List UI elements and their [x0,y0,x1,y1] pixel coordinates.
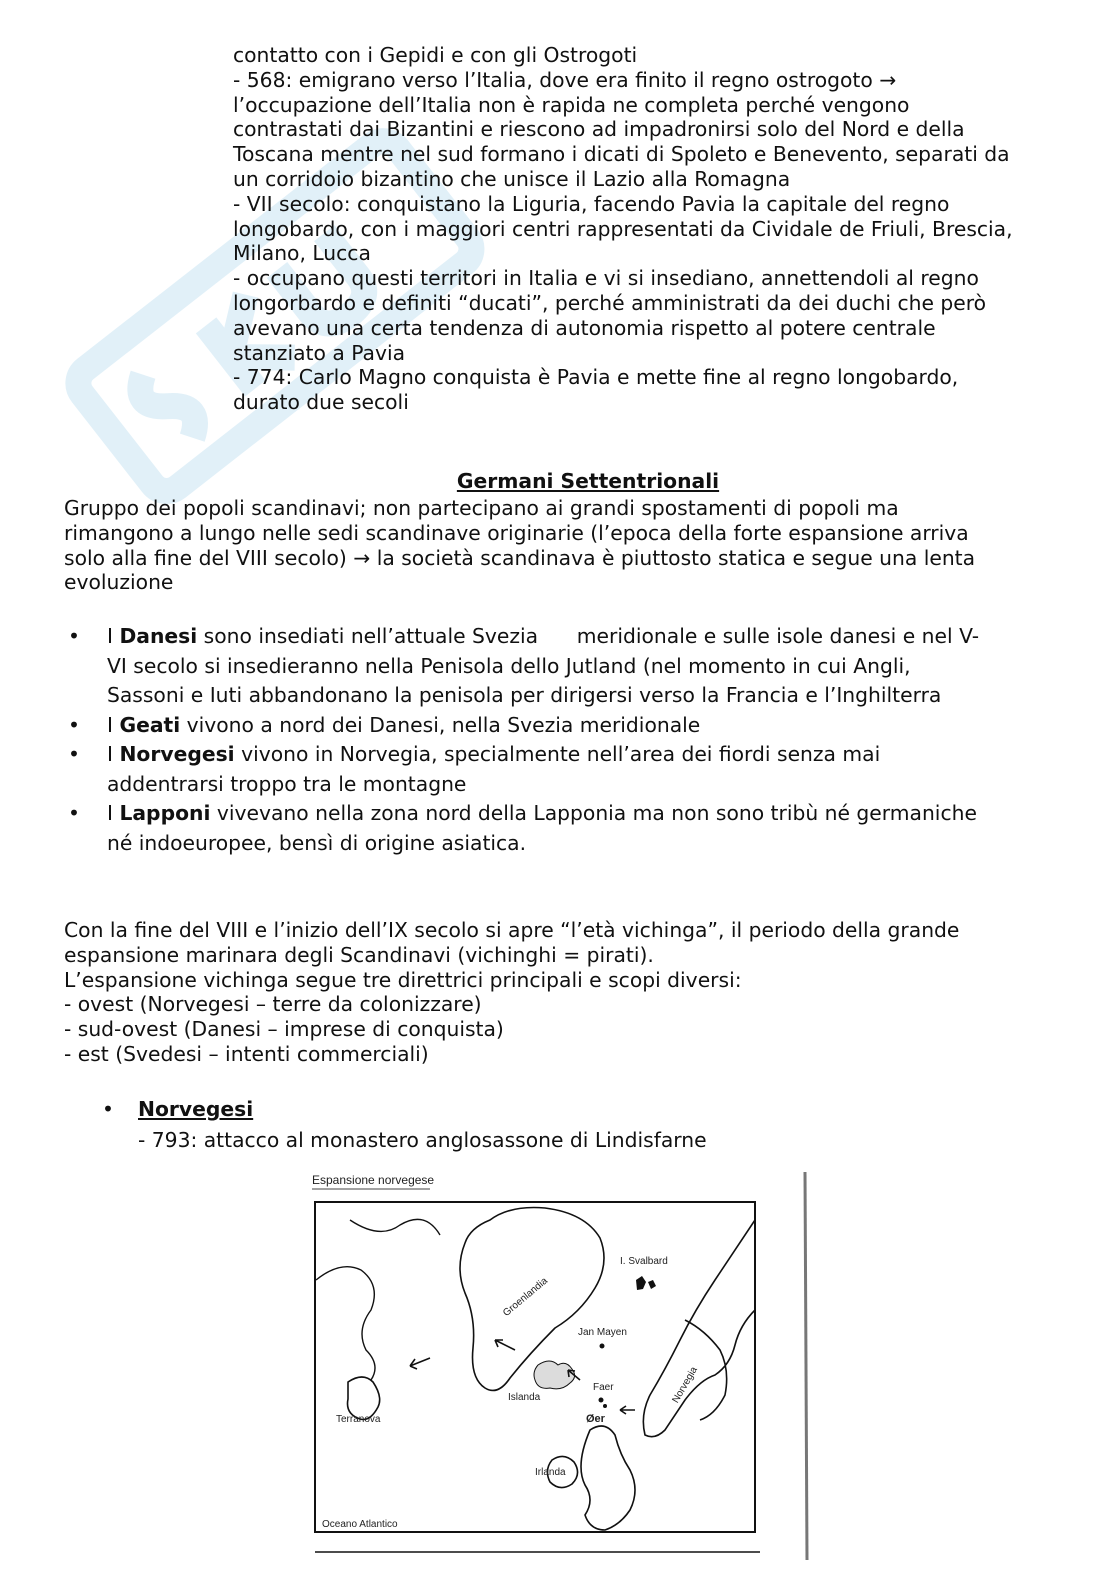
bullet-icon: • [102,1097,114,1121]
lindisfarne-event: - 793: attacco al monastero anglosassone di Lindisfarne [138,1128,707,1152]
tribe-list-item [64,711,1064,741]
bullet-icon: • [68,801,80,825]
norway-shape [643,1220,755,1437]
text-line: avevano una certa tendenza di autonomia rispetto al potere centrale [233,315,936,340]
label-groenlandia: Groenlandia [501,1275,550,1319]
text-line: evoluzione [64,570,174,595]
tribe-prefix: I [107,624,120,648]
label-irlanda: Irlanda [535,1467,566,1478]
text-line: longobardo, con i maggiori centri rappresentati da Cividale de Friuli, Brescia, [233,216,1013,241]
text-line: - 774: Carlo Magno conquista è Pavia e mette fine al regno longobardo, [233,365,959,390]
text-line: espansione marinara degli Scandinavi (vichinghi = pirati). [64,942,654,967]
tribe-description: vivono in Norvegia, specialmente nell’area dei fiordi senza mai [234,742,881,766]
text-line: - ovest (Norvegesi – terre da colonizzare) [64,992,482,1017]
bullet-icon: • [68,712,80,737]
tribe-prefix: I [107,712,120,737]
text-line: contrastati dai Bizantini e riescono ad impadronirsi solo del Nord e della [233,117,965,142]
tribe-description: vivono a nord dei Danesi, nella Svezia meridionale [180,712,701,737]
label-norvegia: Norvegia [670,1364,700,1406]
tribes-list [64,622,1064,858]
text-line: longorbardo e definiti “ducati”, perché amministrati da dei duchi che però [233,290,987,315]
tribe-list-item [64,740,1064,799]
tribe-description: addentrarsi troppo tra le montagne [107,771,467,796]
lombards-notes [233,43,1093,415]
bullet-icon: • [68,624,80,648]
label-svalbard: I. Svalbard [620,1256,668,1267]
text-line: - sud-ovest (Danesi – imprese di conquista) [64,1017,504,1042]
tribe-prefix: I [107,801,120,825]
text-line: stanziato a Pavia [233,340,406,365]
tribe-name: Lapponi [119,801,211,825]
section-heading: Germani Settentrionali [456,469,720,493]
tribe-description: Sassoni e Iuti abbandonano la penisola per dirigersi verso la Francia e l’Inghilterra [107,683,942,707]
intro-paragraph [64,496,1074,595]
text-line: durato due secoli [233,390,409,415]
greenland-shape [460,1208,604,1391]
text-line: - VII secolo: conquistano la Liguria, facendo Pavia la capitale del regno [233,191,950,216]
text-line: Con la fine del VIII e l’inizio dell’IX secolo si apre “l’età vichinga”, il periodo della grande [64,918,960,942]
tribe-name: Geati [119,712,181,737]
tribe-list-item [64,622,1064,711]
britain-shape [547,1426,635,1530]
label-jan-mayen: Jan Mayen [578,1327,627,1338]
map-title: Espansione norvegese [312,1173,435,1187]
text-line: Toscana mentre nel sud formano i dicati di Spoleto e Benevento, separati da [233,142,1010,167]
text-line: - 568: emigrano verso l’Italia, dove era finito il regno ostrogoto → [233,67,897,92]
text-line: L’espansione vichinga segue tre direttrici principali e scopi diversi: [64,967,742,992]
tribe-prefix: I [107,742,120,766]
tribe-description: VI secolo si insedieranno nella Penisola dello Jutland (nel momento in cui Angli, [107,653,911,678]
label-oer: Øer [586,1413,605,1425]
text-line: rimangono a lungo nelle sedi scandinave originarie (l’epoca della forte espansione arriva [64,520,969,545]
text-line: un corridoio bizantino che unisce il Lazio alla Romagna [233,166,791,191]
text-line: Milano, Lucca [233,241,371,266]
tribe-list-item [64,799,1064,858]
text-line: - est (Svedesi – intenti commerciali) [64,1041,429,1066]
text-line: solo alla fine del VIII secolo) → la società scandinava è piuttosto statica e segue una lenta [64,545,976,570]
label-faer: Faer [593,1382,614,1393]
text-line: contatto con i Gepidi e con gli Ostrogoti [233,43,638,67]
tribe-name: Danesi [119,624,198,648]
norwegian-expansion-map [290,1160,830,1565]
text-line: l’occupazione dell’Italia non è rapida ne completa perché vengono [233,92,910,117]
label-islanda: Islanda [508,1392,541,1403]
text-line: - occupano questi territori in Italia e vi si insediano, annettendoli al regno [233,266,979,291]
tribe-description: sono insediati nell’attuale Svezia meridionale e sulle isole danesi e nel V- [197,624,980,648]
tribe-description: né indoeuropee, bensì di origine asiatica. [107,830,527,855]
text-line: Gruppo dei popoli scandinavi; non partecipano ai grandi spostamenti di popoli ma [64,496,899,520]
viking-age-paragraph [64,918,1074,1067]
label-oceano-atlantico: Oceano Atlantico [322,1519,398,1530]
norwegians-heading: Norvegesi [138,1097,254,1121]
label-terranova: Terranova [336,1414,381,1425]
tribe-name: Norvegesi [119,742,235,766]
tribe-description: vivevano nella zona nord della Lapponia ma non sono tribù né germaniche [210,801,977,825]
bullet-icon: • [68,742,80,766]
